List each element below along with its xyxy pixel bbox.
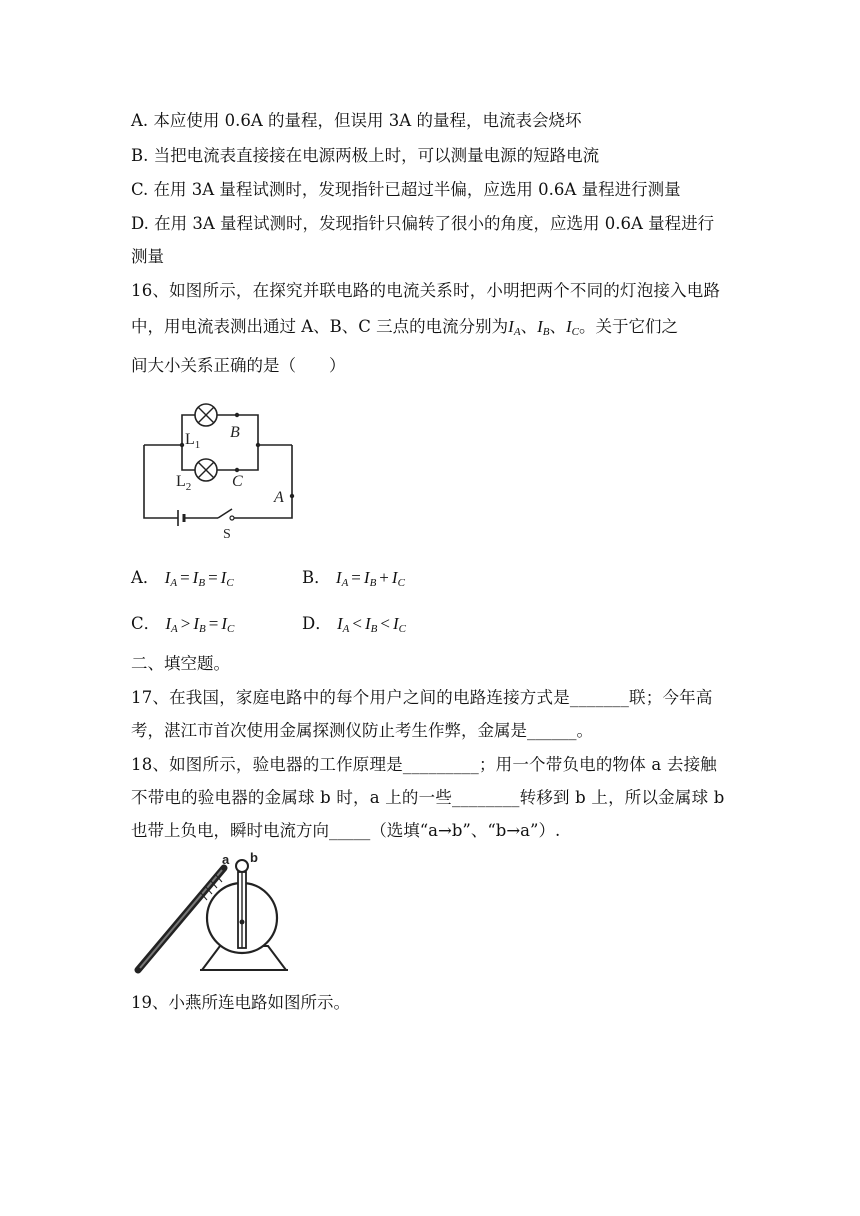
label-c: C (232, 473, 243, 490)
choice-16-c: C． $I_A > I_B = I_C$ (131, 614, 235, 635)
question-16-line2-prefix: 中，用电流表测出通过 A、B、C 三点的电流分别为 (131, 317, 509, 336)
current-ic: $I_C$ (565, 317, 579, 338)
choice-16-d: D． $I_A < I_B < I_C$ (302, 614, 406, 635)
choice-16-a: A． $I_A = I_B = I_C$ (131, 568, 234, 589)
question-18-line1: 18、如图所示，验电器的工作原理是_________；用一个带负电的物体 a 去接触 (131, 755, 717, 774)
question-18-line3: 也带上负电，瞬时电流方向_____（选填“a→b”、“b→a”）. (131, 821, 561, 840)
question-16-line2 (131, 317, 678, 342)
label-a: A (274, 489, 284, 506)
lamp-l2-icon (195, 459, 217, 481)
section-heading-fill-in: 二、填空题。 (131, 654, 230, 673)
label-l2: $L_2$ (176, 473, 192, 493)
separator: 、 (549, 317, 566, 336)
question-17-line2: 考，湛江市首次使用金属探测仪防止考生作弊，金属是______。 (131, 721, 593, 740)
label-b: B (230, 424, 240, 441)
label-l1: $L_1$ (185, 431, 201, 451)
choice-16-b: B． $I_A = I_B + I_C$ (302, 568, 405, 589)
option-15-d-line2: 测量 (131, 247, 164, 266)
question-19-line1: 19、小燕所连电路如图所示。 (131, 993, 350, 1012)
option-15-b: B. 当把电流表直接接在电源两极上时，可以测量电源的短路电流 (131, 146, 600, 165)
point-c-dot (235, 468, 239, 472)
question-17-line1: 17、在我国，家庭电路中的每个用户之间的电路连接方式是_______联；今年高 (131, 688, 713, 707)
label-s: S (223, 527, 231, 542)
label-a-rod: a (222, 852, 230, 867)
question-16-line1: 16、如图所示，在探究并联电路的电流关系时，小明把两个不同的灯泡接入电路 (131, 281, 721, 300)
question-16-line2-suffix: 。关于它们之 (578, 317, 678, 336)
electroscope-diagram (130, 850, 300, 978)
lamp-l1-icon (195, 404, 217, 426)
label-b-ball: b (250, 850, 258, 865)
separator: 、 (520, 317, 538, 336)
question-16-line3: 间大小关系正确的是（ ） (131, 356, 346, 375)
current-ib: $I_B$ (537, 317, 550, 338)
question-18-line2: 不带电的验电器的金属球 b 时，a 上的一些________转移到 b 上，所以金属球 b (131, 788, 725, 807)
option-15-c: C. 在用 3A 量程试测时，发现指针已超过半偏，应选用 0.6A 量程进行测量 (131, 180, 681, 199)
current-ia: $I_A$ (508, 317, 521, 338)
point-a-dot (290, 494, 294, 498)
option-15-d-line1: D. 在用 3A 量程试测时，发现指针只偏转了很小的角度，应选用 0.6A 量程进行 (131, 214, 715, 233)
point-b-dot (235, 413, 239, 417)
option-15-a: A. 本应使用 0.6A 的量程，但误用 3A 的量程，电流表会烧坏 (131, 111, 582, 130)
parallel-circuit-diagram (130, 398, 310, 546)
